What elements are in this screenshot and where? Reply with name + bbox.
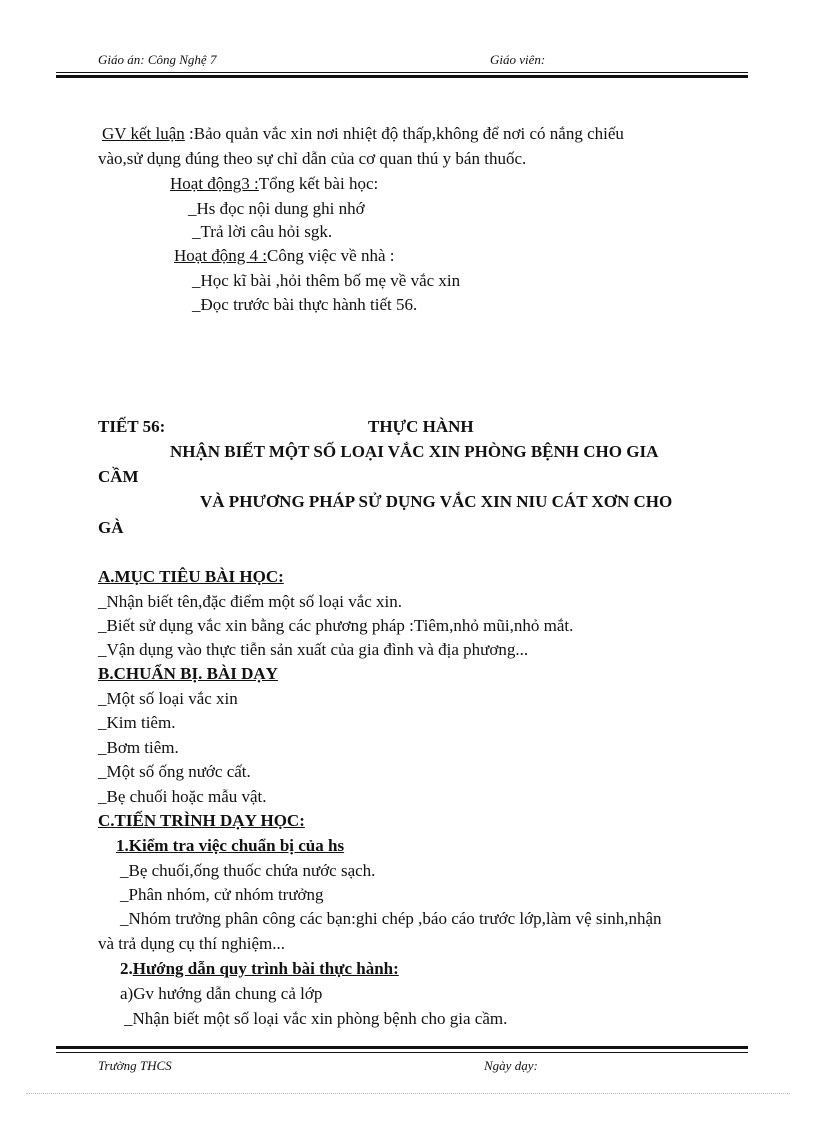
section-c-sub-2-label: Hướng dẫn quy trình bài thực hành: bbox=[132, 959, 399, 978]
section-c-heading: C.TIẾN TRÌNH DẠY HỌC: bbox=[98, 811, 305, 830]
activity-3-item-1: _Hs đọc nội dung ghi nhớ bbox=[188, 199, 365, 218]
section-b-item: _Kim tiêm. bbox=[98, 713, 176, 732]
activity-4 bbox=[174, 246, 395, 266]
activity-4-item-2: _Đọc trước bài thực hành tiết 56. bbox=[192, 295, 418, 314]
activity-4-text: Công việc về nhà : bbox=[267, 246, 395, 265]
lesson-number: TIẾT 56: bbox=[98, 417, 166, 436]
section-b-item: _Một số ống nước cất. bbox=[98, 762, 251, 781]
section-a-item: _Vận dụng vào thực tiễn sản xuất của gia đình và địa phương... bbox=[98, 640, 529, 659]
lesson-heading: THỰC HÀNH bbox=[368, 417, 474, 436]
lesson-title-2: VÀ PHƯƠNG PHÁP SỬ DỤNG VẮC XIN NIU CÁT XƠN CHO bbox=[200, 492, 673, 511]
header-right: Giáo viên: bbox=[490, 52, 546, 67]
section-b-item: _Bẹ chuối hoặc mẫu vật. bbox=[98, 787, 267, 806]
header-rule-thin bbox=[56, 72, 748, 73]
footer-right: Ngày dạy: bbox=[484, 1058, 538, 1073]
section-b-item: _Một số loại vắc xin bbox=[98, 689, 238, 708]
footer-left: Trường THCS bbox=[98, 1058, 172, 1073]
gv-label: GV kết luận bbox=[102, 124, 185, 143]
section-b-item: _Bơm tiêm. bbox=[98, 738, 179, 757]
section-c-sub-2-a-item: _Nhận biết một số loại vắc xin phòng bệnh cho gia cầm. bbox=[124, 1009, 508, 1028]
activity-3-item-2: _Trả lời câu hỏi sgk. bbox=[192, 222, 333, 241]
activity-3-label: Hoạt động3 : bbox=[170, 174, 259, 193]
gv-text: :Bảo quản vắc xin nơi nhiệt độ thấp,không để nơi có nắng chiếu bbox=[184, 124, 624, 143]
section-c-sub-1-item: _Phân nhóm, cử nhóm trưởng bbox=[120, 885, 324, 904]
lesson-title-1-cont: CẦM bbox=[98, 467, 139, 486]
section-b-heading: B.CHUẨN BỊ. BÀI DẠY bbox=[98, 664, 278, 683]
section-c-sub-2-a: a)Gv hướng dẫn chung cả lớp bbox=[120, 984, 323, 1003]
activity-3 bbox=[170, 174, 378, 194]
page-edge-dots bbox=[26, 1093, 790, 1094]
section-c-sub-1-item: _Nhóm trưởng phân công các bạn:ghi chép ,báo cáo trước lớp,làm vệ sinh,nhận bbox=[120, 909, 662, 928]
header-left: Giáo án: Công Nghệ 7 bbox=[98, 52, 217, 67]
section-c-sub-1-cont: và trả dụng cụ thí nghiệm... bbox=[98, 934, 285, 953]
section-a-heading: A.MỤC TIÊU BÀI HỌC: bbox=[98, 567, 284, 586]
section-c-sub-2 bbox=[120, 959, 399, 979]
section-c-sub-2-number: 2. bbox=[120, 959, 133, 978]
section-c-sub-1: 1.Kiểm tra việc chuẩn bị của hs bbox=[116, 836, 345, 855]
gv-text-cont: vào,sử dụng đúng theo sự chỉ dẫn của cơ quan thú y bán thuốc. bbox=[98, 149, 527, 168]
section-c-sub-1-item: _Bẹ chuối,ống thuốc chứa nước sạch. bbox=[120, 861, 376, 880]
activity-4-item-1: _Học kĩ bài ,hỏi thêm bố mẹ về vắc xin bbox=[192, 271, 461, 290]
gv-conclusion bbox=[102, 124, 624, 144]
footer-rule-thin bbox=[56, 1052, 748, 1053]
lesson-title-1: NHẬN BIẾT MỘT SỐ LOẠI VẮC XIN PHÒNG BỆNH CHO GIA bbox=[170, 442, 659, 461]
activity-4-label: Hoạt động 4 : bbox=[174, 246, 268, 265]
footer-rule-thick bbox=[56, 1046, 748, 1049]
lesson-title-2-cont: GÀ bbox=[98, 518, 124, 537]
section-a-item: _Nhận biết tên,đặc điểm một số loại vắc xin. bbox=[98, 592, 403, 611]
section-a-item: _Biết sử dụng vắc xin bằng các phương pháp :Tiêm,nhỏ mũi,nhỏ mắt. bbox=[98, 616, 574, 635]
header-rule-thick bbox=[56, 75, 748, 78]
activity-3-text: Tổng kết bài học: bbox=[258, 174, 379, 193]
